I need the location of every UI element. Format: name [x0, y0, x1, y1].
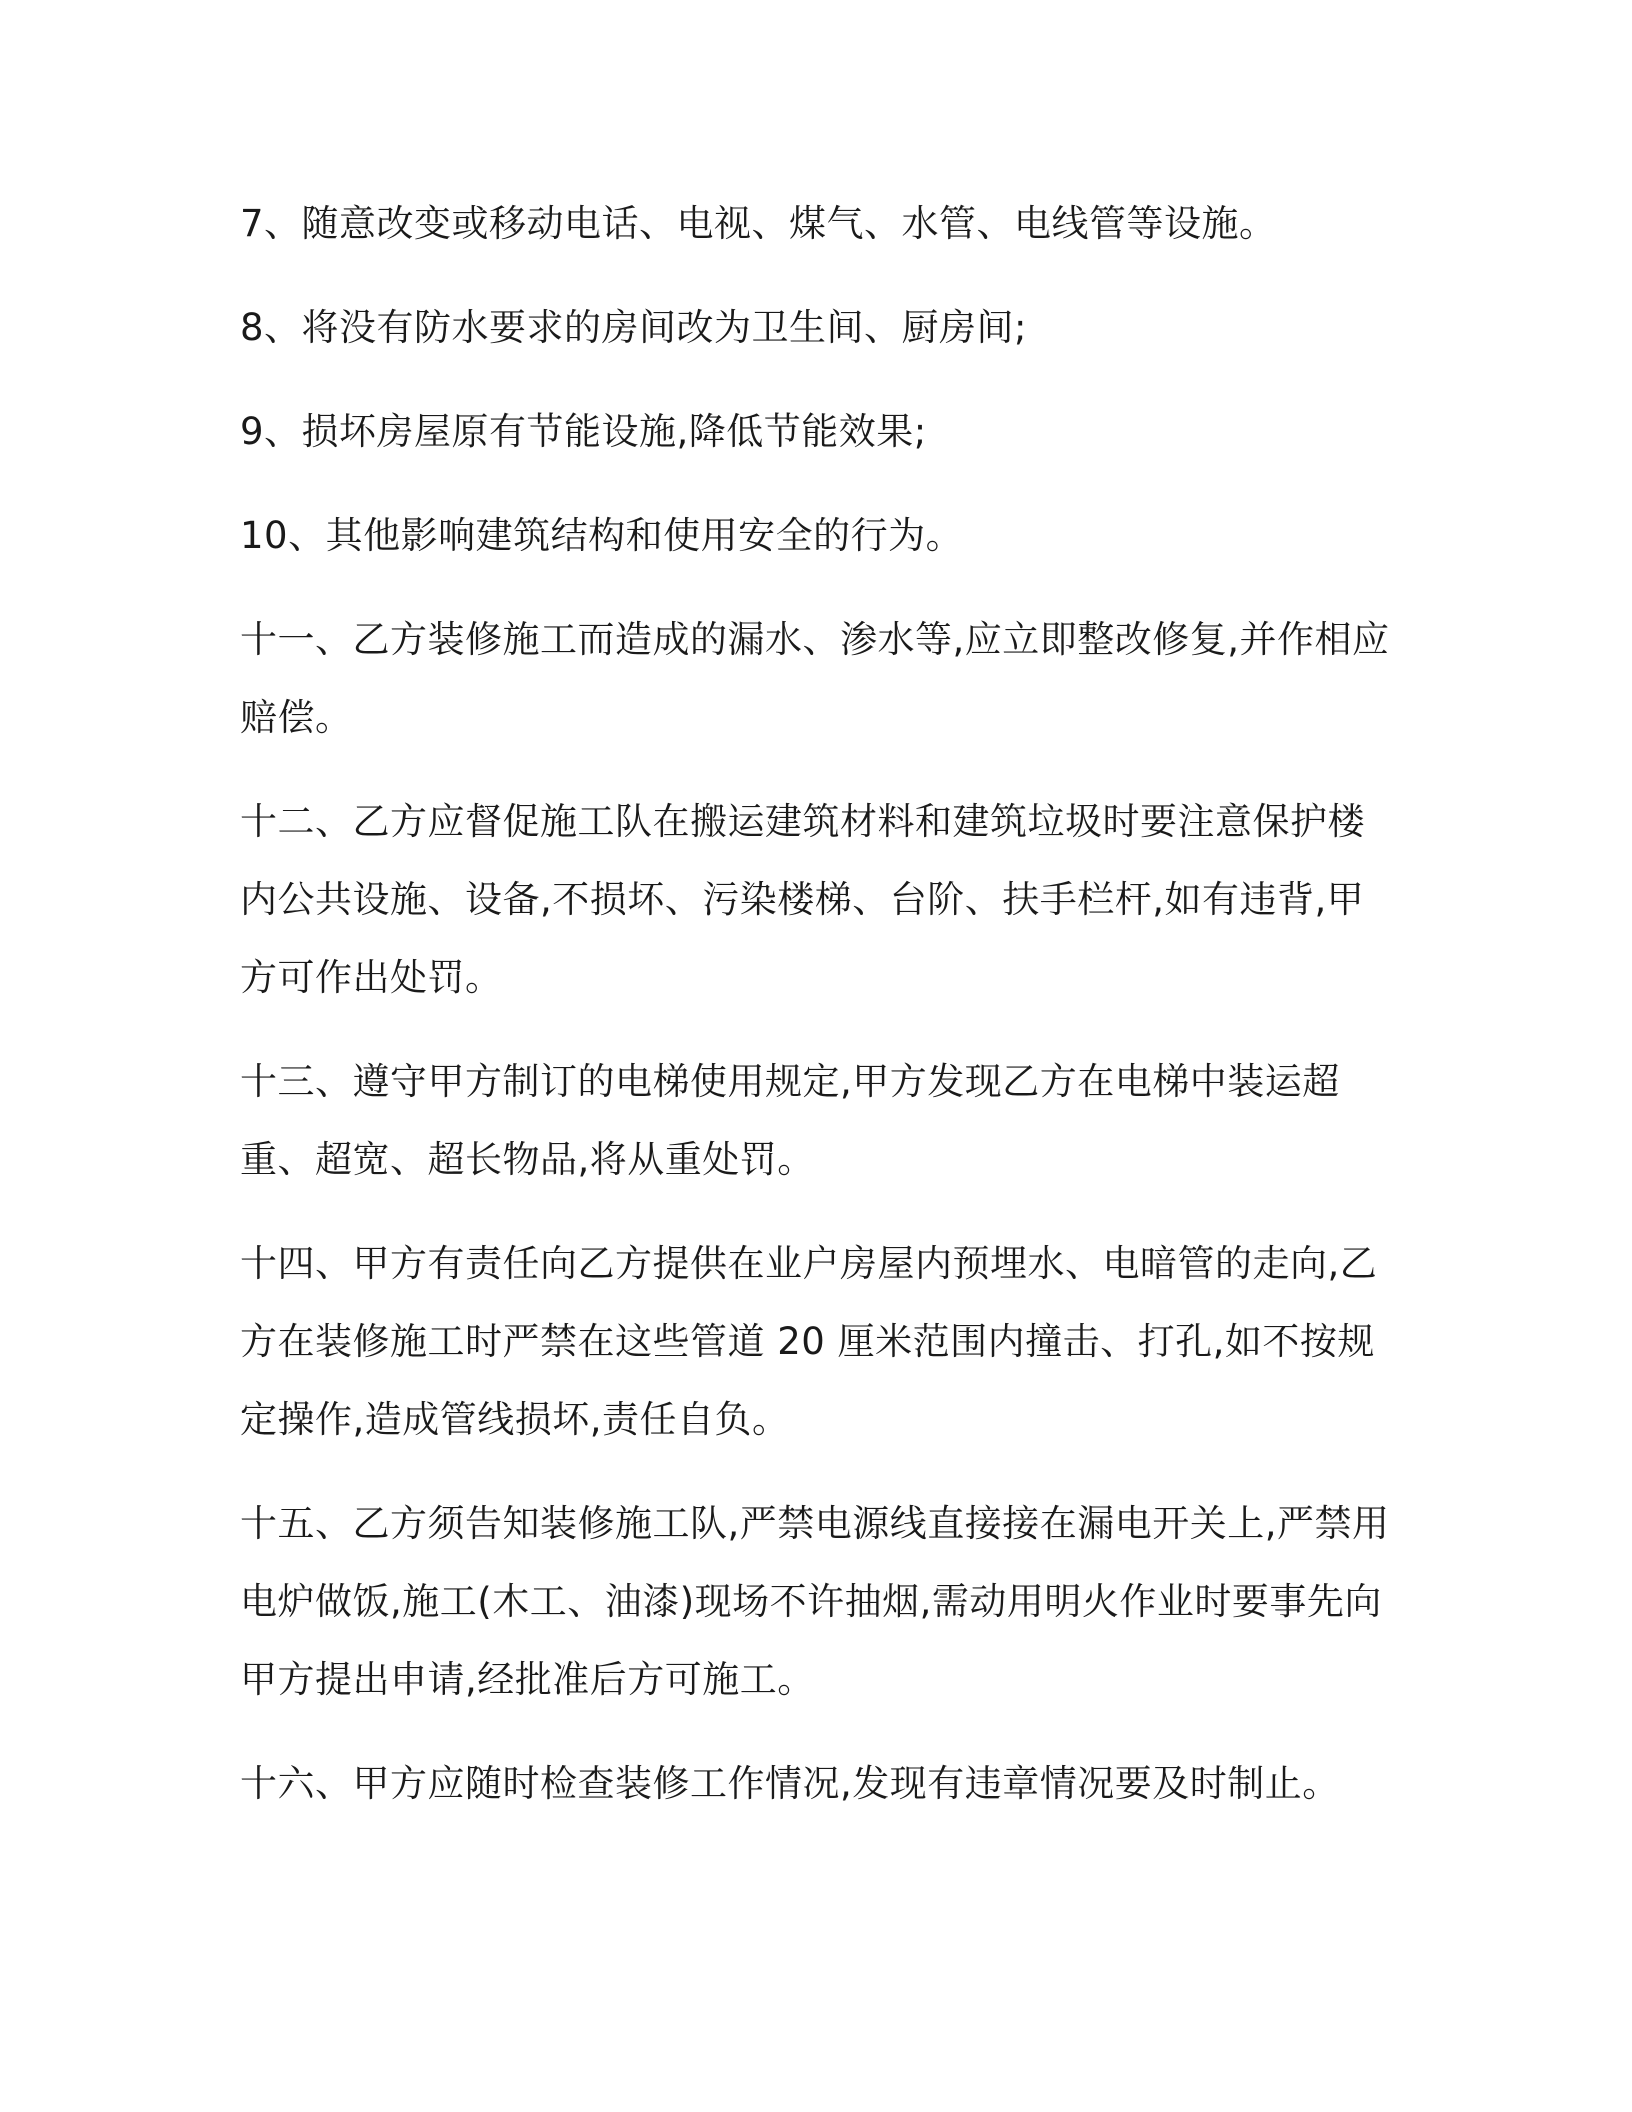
clause-7: 7、随意改变或移动电话、电视、煤气、水管、电线管等设施。: [240, 202, 1277, 245]
clause-14: 十四、甲方有责任向乙方提供在业户房屋内预埋水、电暗管的走向,乙方在装修施工时严禁在这些管道 20 厘米范围内撞击、打孔,如不按规定操作,造成管线损坏,责任自负。: [240, 1242, 1378, 1441]
clause-9: 9、损坏房屋原有节能设施,降低节能效果;: [240, 410, 927, 453]
clause-11: 十一、乙方装修施工而造成的漏水、渗水等,应立即整改修复,并作相应赔偿。: [240, 618, 1390, 739]
clause-10: 10、其他影响建筑结构和使用安全的行为。: [240, 514, 964, 557]
clause-8: 8、将没有防水要求的房间改为卫生间、厨房间;: [240, 306, 1028, 349]
clause-16: 十六、甲方应随时检查装修工作情况,发现有违章情况要及时制止。: [240, 1762, 1340, 1805]
clause-15: 十五、乙方须告知装修施工队,严禁电源线直接接在漏电开关上,严禁用电炉做饭,施工(木工、油漆)现场不许抽烟,需动用明火作业时要事先向甲方提出申请,经批准后方可施工。: [240, 1502, 1390, 1701]
document-body: [240, 185, 1400, 1849]
clause-13: 十三、遵守甲方制订的电梯使用规定,甲方发现乙方在电梯中装运超重、超宽、超长物品,将从重处罚。: [240, 1060, 1340, 1181]
clause-12: 十二、乙方应督促施工队在搬运建筑材料和建筑垃圾时要注意保护楼内公共设施、设备,不损坏、污染楼梯、台阶、扶手栏杆,如有违背,甲方可作出处罚。: [240, 800, 1365, 999]
